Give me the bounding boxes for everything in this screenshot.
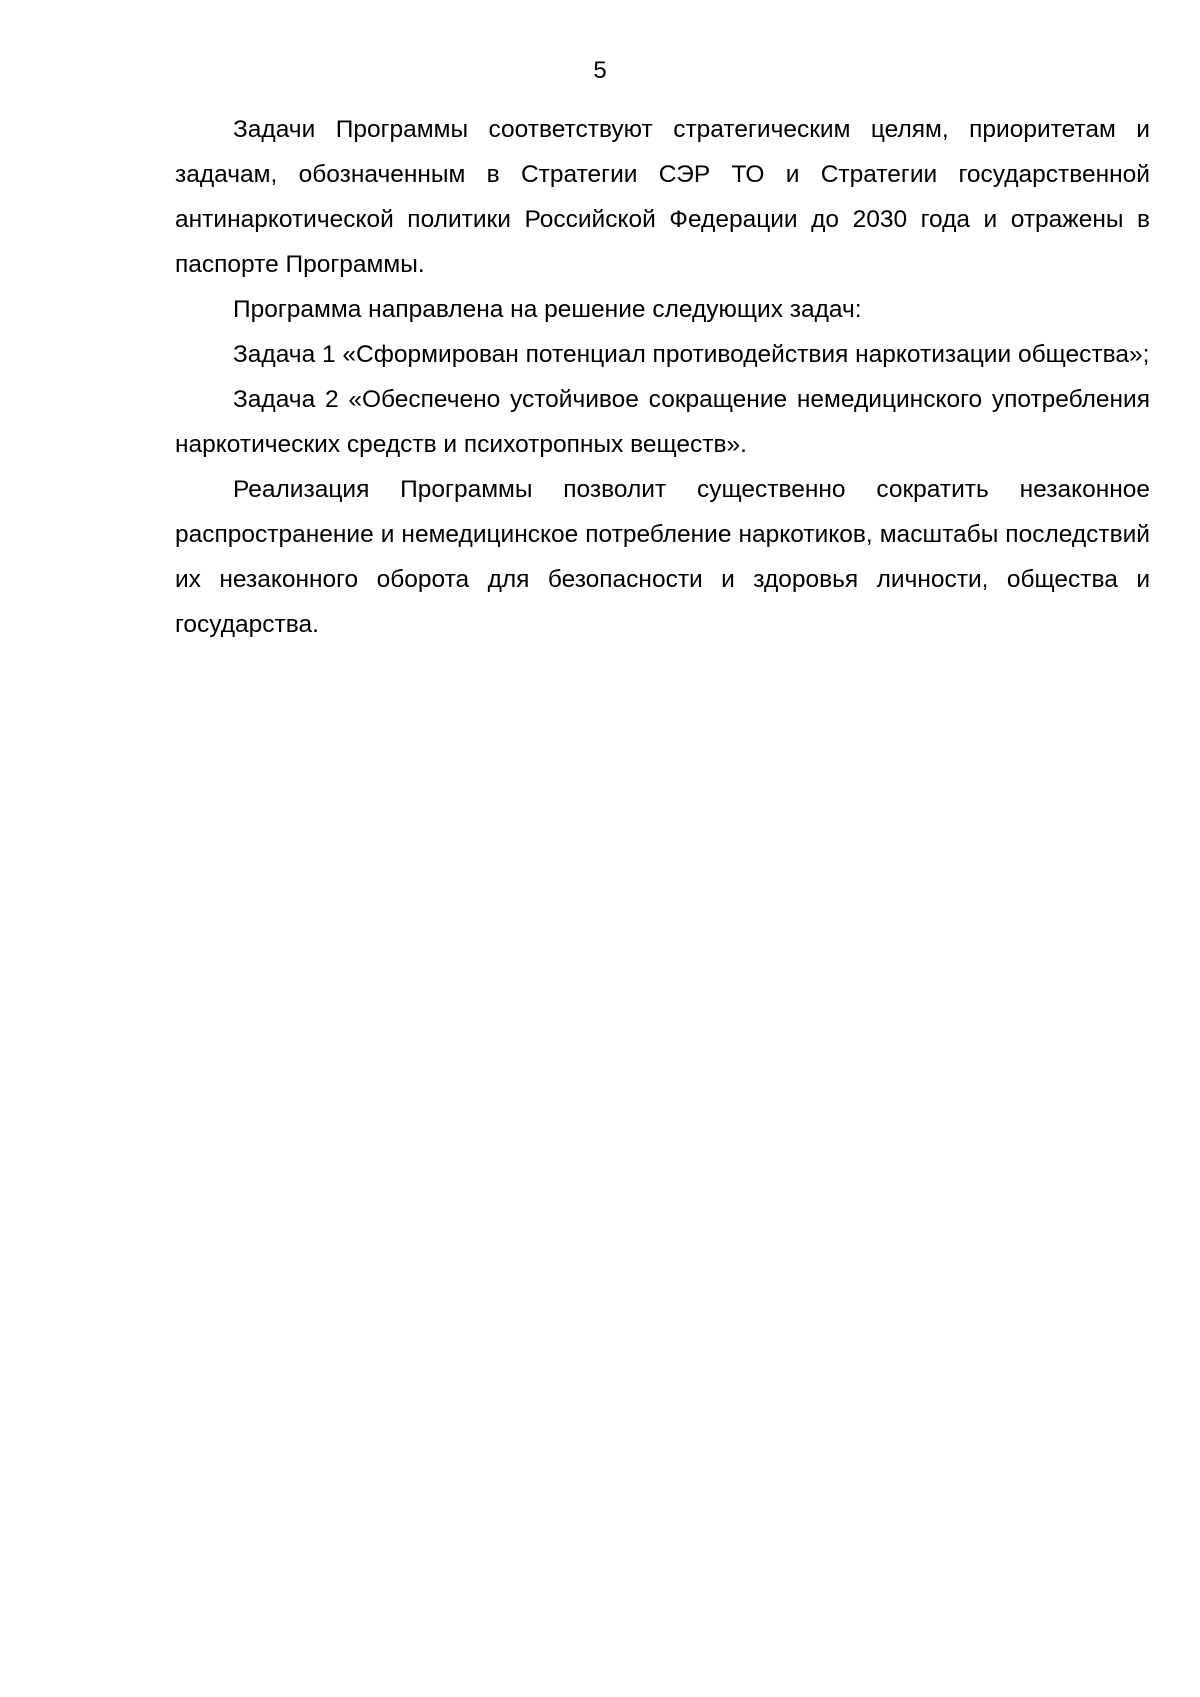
paragraph-program-outcome: Реализация Программы позволит существенно сократить незаконное распространение и немедицинское потребление наркотиков, масштабы последствий их незаконного оборота для безопасности и здоровья личности, общества и государства. (175, 476, 1150, 638)
document-body (175, 107, 1150, 647)
page-number: 5 (593, 57, 607, 84)
paragraph-task-2: Задача 2 «Обеспечено устойчивое сокращение немедицинского употребления наркотических средств и психотропных веществ». (175, 386, 1150, 458)
paragraph-task-1: Задача 1 «Сформирован потенциал противодействия наркотизации общества»; (233, 341, 1150, 368)
paragraph-program-tasks-alignment: Задачи Программы соответствуют стратегическим целям, приоритетам и задачам, обозначенным в Стратегии СЭР ТО и Стратегии государственной антинаркотической политики Российской Федерации до 2030 года и отражены в паспорте Программы. (175, 116, 1150, 278)
paragraph-program-tasks-intro: Программа направлена на решение следующих задач: (233, 296, 862, 323)
